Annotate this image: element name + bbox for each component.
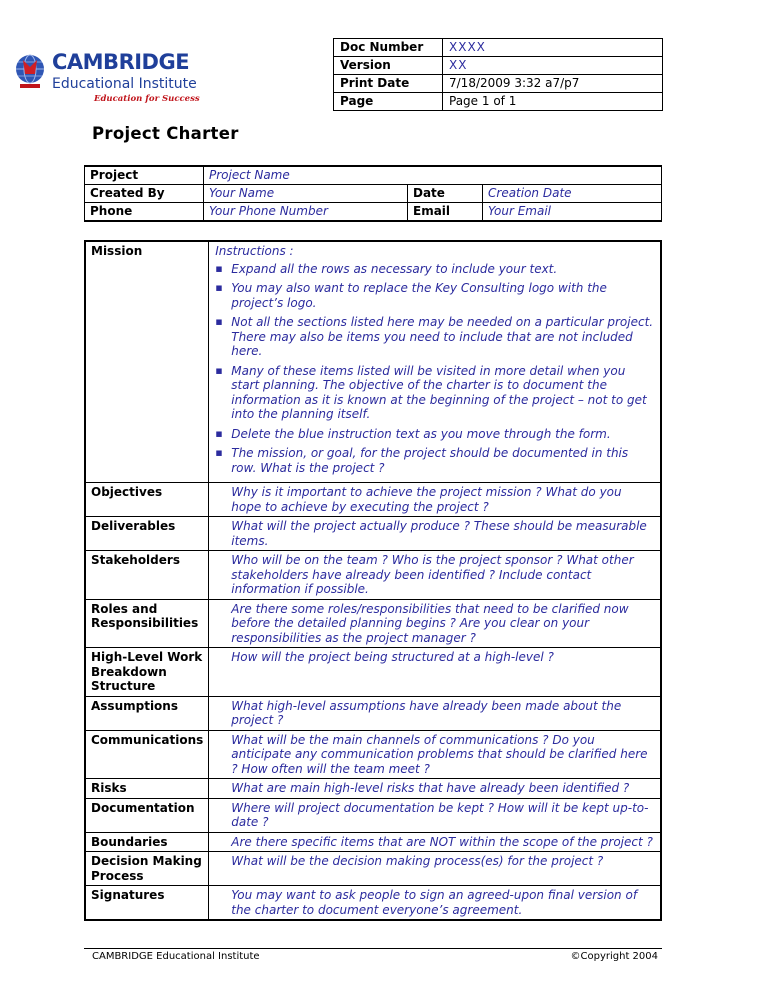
boundaries-text[interactable]: Are there specific items that are NOT within the scope of the project ? (209, 832, 661, 852)
objectives-label: Objectives (85, 483, 209, 517)
email-field[interactable]: Your Email (483, 203, 662, 222)
document-info-table (333, 38, 663, 111)
doc-info-row (334, 39, 663, 57)
creation-date-field[interactable]: Creation Date (483, 185, 662, 203)
signatures-row (85, 886, 661, 921)
deliverables-text[interactable]: What will the project actually produce ? These should be measurable items. (209, 517, 661, 551)
risks-label: Risks (85, 779, 209, 799)
footer-divider (84, 948, 662, 949)
created-by-label: Created By (85, 185, 204, 203)
roles-text[interactable]: Are there some roles/responsibilities that need to be clarified now before the detailed planning begins ? Are you clear on your responsibilities as the project manager ? (209, 599, 661, 648)
mission-instructions[interactable] (209, 241, 661, 483)
instruction-item: ▪ Delete the blue instruction text as you move through the form. (231, 427, 655, 442)
roles-row (85, 599, 661, 648)
deliverables-row (85, 517, 661, 551)
communications-label: Communications (85, 730, 209, 779)
documentation-text[interactable]: Where will project documentation be kept ? How will it be kept up-to-date ? (209, 798, 661, 832)
documentation-row (85, 798, 661, 832)
phone-field[interactable]: Your Phone Number (204, 203, 408, 222)
roles-label: Roles and Responsibilities (85, 599, 209, 648)
instructions-list (215, 262, 655, 476)
assumptions-row (85, 696, 661, 730)
stakeholders-text[interactable]: Who will be on the team ? Who is the project sponsor ? What other stakeholders have already been identified ? Include contact information if possible. (209, 551, 661, 600)
version-value: XX (443, 57, 663, 75)
date-label: Date (408, 185, 483, 203)
page-label: Page (334, 93, 443, 111)
wbs-text[interactable]: How will the project being structured at a high-level ? (209, 648, 661, 697)
doc-info-row (334, 57, 663, 75)
risks-row (85, 779, 661, 799)
boundaries-row (85, 832, 661, 852)
mission-label: Mission (85, 241, 209, 483)
doc-number-label: Doc Number (334, 39, 443, 57)
charter-sections-table (84, 240, 662, 921)
documentation-label: Documentation (85, 798, 209, 832)
footer-copyright: ©Copyright 2004 (570, 951, 658, 962)
logo-subtitle: Educational Institute (52, 76, 197, 92)
print-date-value: 7/18/2009 3:32 a7/p7 (443, 75, 663, 93)
objectives-row (85, 483, 661, 517)
logo-tagline: Education for Success (94, 94, 200, 104)
assumptions-label: Assumptions (85, 696, 209, 730)
doc-number-value: XXXX (443, 39, 663, 57)
boundaries-label: Boundaries (85, 832, 209, 852)
wbs-row (85, 648, 661, 697)
created-by-row (85, 185, 662, 203)
created-by-field[interactable]: Your Name (204, 185, 408, 203)
instruction-item: ▪ The mission, or goal, for the project should be documented in this row. What is the project ? (231, 446, 655, 475)
company-logo (14, 50, 204, 110)
signatures-text[interactable]: You may want to ask people to sign an agreed-upon final version of the charter to document everyone’s agreement. (209, 886, 661, 921)
deliverables-label: Deliverables (85, 517, 209, 551)
phone-label: Phone (85, 203, 204, 222)
page-title: Project Charter (92, 124, 239, 143)
instruction-item: ▪ Not all the sections listed here may be needed on a particular project. There may also be items you need to include that are not included here. (231, 315, 655, 359)
instruction-item: ▪ Many of these items listed will be visited in more detail when you start planning. The objective of the charter is to document the information as it is known at the beginning of the project – not to get into the planning itself. (231, 364, 655, 422)
page-value: Page 1 of 1 (443, 93, 663, 111)
communications-text[interactable]: What will be the main channels of communications ? Do you anticipate any communication problems that should be clarified here ? How often will the team meet ? (209, 730, 661, 779)
decision-making-text[interactable]: What will be the decision making process(es) for the project ? (209, 852, 661, 886)
globe-logo-icon (14, 52, 46, 92)
stakeholders-label: Stakeholders (85, 551, 209, 600)
phone-row (85, 203, 662, 222)
decision-making-row (85, 852, 661, 886)
wbs-label: High-Level Work Breakdown Structure (85, 648, 209, 697)
instructions-heading: Instructions : (215, 244, 294, 258)
objectives-text[interactable]: Why is it important to achieve the project mission ? What do you hope to achieve by executing the project ? (209, 483, 661, 517)
email-label: Email (408, 203, 483, 222)
project-row (85, 166, 662, 185)
doc-info-row (334, 93, 663, 111)
project-name-field[interactable]: Project Name (204, 166, 662, 185)
risks-text[interactable]: What are main high-level risks that have already been identified ? (209, 779, 661, 799)
mission-row (85, 241, 661, 483)
assumptions-text[interactable]: What high-level assumptions have already been made about the project ? (209, 696, 661, 730)
instruction-item: ▪ You may also want to replace the Key Consulting logo with the project’s logo. (231, 281, 655, 310)
decision-making-label: Decision Making Process (85, 852, 209, 886)
project-label: Project (85, 166, 204, 185)
version-label: Version (334, 57, 443, 75)
doc-info-row (334, 75, 663, 93)
footer-organization: CAMBRIDGE Educational Institute (92, 951, 260, 962)
logo-brand-text: CAMBRIDGE (52, 50, 190, 74)
stakeholders-row (85, 551, 661, 600)
project-header-table (84, 165, 662, 222)
instruction-item: ▪ Expand all the rows as necessary to include your text. (231, 262, 655, 277)
signatures-label: Signatures (85, 886, 209, 921)
print-date-label: Print Date (334, 75, 443, 93)
communications-row (85, 730, 661, 779)
